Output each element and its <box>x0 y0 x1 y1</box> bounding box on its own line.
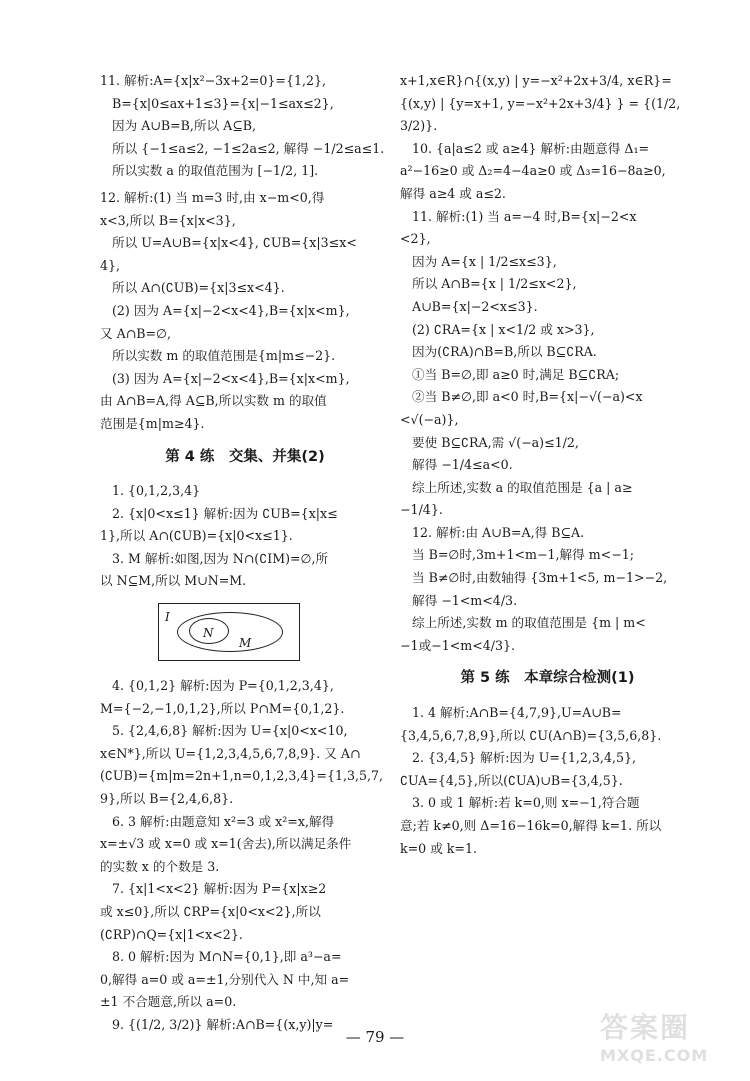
text-line: 6. 3 解析:由题意知 x²=3 或 x²=x,解得 <box>112 813 335 829</box>
text-line: x=±√3 或 x=0 或 x=1(舍去),所以满足条件 <box>100 836 352 852</box>
venn-label-n: N <box>203 626 214 641</box>
text-line: 所以 U=A∪B={x|x<4}, ∁UB={x|3≤x< <box>112 235 357 251</box>
text-line: 又 A∩B=∅, <box>100 325 172 341</box>
venn-label-i: I <box>165 610 170 625</box>
text-line: B={x|0≤ax+1≤3}={x|−1≤ax≤2}, <box>112 95 334 111</box>
text-line: 因为(∁RA)∩B=B,所以 B⊆∁RA. <box>412 344 597 360</box>
text-line: {3,4,5,6,7,8,9},所以 ∁U(A∩B)={3,5,6,8}. <box>400 727 662 743</box>
text-line: 综上所述,实数 m 的取值范围是 {m | m< <box>412 615 646 631</box>
text-line: 11. 解析:(1) 当 a=−4 时,B={x|−2<x <box>412 208 637 224</box>
text-line: ∁UA={4,5},所以(∁UA)∪B={3,4,5}. <box>400 772 623 788</box>
text-line: x+1,x∈R}∩{(x,y) | y=−x²+2x+3/4, x∈R}= <box>400 73 672 88</box>
text-line: 11. 解析:A={x|x²−3x+2=0}={1,2}, <box>100 73 327 88</box>
text-line: 由 A∩B=A,得 A⊆B,所以实数 m 的取值 <box>100 393 327 409</box>
text-line: 2. {x|0<x≤1} 解析:因为 ∁UB={x|x≤ <box>112 505 338 521</box>
section-title: 第 5 练 本章综合检测(1) <box>460 670 635 687</box>
text-line: 所以实数 m 的取值范围是{m|m≤−2}. <box>112 348 336 364</box>
text-line: 解得 −1/4≤a<0. <box>412 457 513 473</box>
text-line: 所以 {−1≤a≤2, −1≤2a≤2, 解得 −1/2≤a≤1. <box>112 140 385 156</box>
text-line: 当 B≠∅时,由数轴得 {3m+1<5, m−1>−2, <box>412 570 668 586</box>
text-line: 3. 0 或 1 解析:若 k=0,则 x=−1,符合题 <box>412 795 640 811</box>
text-line: {(x,y) | {y=x+1, y=−x²+2x+3/4} } = {(1/2, 3/2)}. <box>400 95 681 134</box>
text-line: <√(−a)}, <box>400 411 459 427</box>
page-number: — 79 — <box>345 1028 405 1046</box>
text-line: <2}, <box>400 231 431 247</box>
text-line: 12. 解析:由 A∪B=A,得 B⊆A. <box>412 524 585 540</box>
text-line: (2) 因为 A={x|−2<x<4},B={x|x<m}, <box>112 302 350 318</box>
text-line: 因为 A={x | 1/2≤x≤3}, <box>412 253 557 269</box>
text-line: M={−2,−1,0,1,2},所以 P∩M={0,1,2}. <box>100 700 345 716</box>
text-line: (∁RP)∩Q={x|1<x<2}. <box>100 926 243 942</box>
text-line: 4}, <box>100 257 121 273</box>
text-line: x<3,所以 B={x|x<3}, <box>100 212 236 228</box>
text-line: 9},所以 B={2,4,6,8}. <box>100 791 234 807</box>
venn-diagram <box>158 603 300 661</box>
watermark-logo <box>600 1006 740 1072</box>
text-line: 4. {0,1,2} 解析:因为 P={0,1,2,3,4}, <box>112 678 334 694</box>
text-line: (3) 因为 A={x|−2<x<4},B={x|x<m}, <box>112 370 350 386</box>
text-line: 7. {x|1<x<2} 解析:因为 P={x|x≥2 <box>112 881 327 897</box>
text-line: 所以 A∩B={x | 1/2≤x<2}, <box>412 276 577 292</box>
text-line: 因为 A∪B=B,所以 A⊆B, <box>112 118 256 134</box>
watermark-url: MXQE.COM <box>600 1046 709 1065</box>
text-line: 0,解得 a=0 或 a=±1,分别代入 N 中,知 a= <box>100 971 350 987</box>
text-line: 所以 A∩(∁UB)={x|3≤x<4}. <box>112 280 285 296</box>
right-column <box>400 70 695 860</box>
text-line: 意;若 k≠0,则 Δ=16−16k=0,解得 k=1. 所以 <box>400 818 662 833</box>
text-line: ±1 不合题意,所以 a=0. <box>100 994 237 1010</box>
text-line: 综上所述,实数 a 的取值范围是 {a | a≥ <box>412 479 633 495</box>
text-line: 解得 −1<m<4/3. <box>412 592 518 608</box>
text-line: 解得 a≥4 或 a≤2. <box>400 185 506 201</box>
text-line: 5. {2,4,6,8} 解析:因为 U={x|0<x<10, <box>112 723 348 739</box>
text-line: ②当 B≠∅,即 a<0 时,B={x|−√(−a)<x <box>412 389 643 405</box>
text-line: 12. 解析:(1) 当 m=3 时,由 x−m<0,得 <box>100 189 325 205</box>
text-line: x∈N*},所以 U={1,2,3,4,5,6,7,8,9}. 又 A∩ <box>100 745 361 761</box>
text-line: 所以实数 a 的取值范围为 [−1/2, 1]. <box>112 163 319 179</box>
text-line: 当 B=∅时,3m+1<m−1,解得 m<−1; <box>412 547 635 563</box>
text-line: 要使 B⊆∁RA,需 √(−a)≤1/2, <box>412 434 579 450</box>
text-line: a²−16≥0 或 Δ₂=4−4a≥0 或 Δ₃=16−8a≥0, <box>400 163 666 179</box>
text-line: 1},所以 A∩(∁UB)={x|0<x≤1}. <box>100 528 293 544</box>
text-line: 1. {0,1,2,3,4} <box>112 483 201 499</box>
text-line: −1或−1<m<4/3}. <box>400 637 516 653</box>
watermark-text: 答案圈 <box>600 1011 691 1044</box>
section-title: 第 4 练 交集、并集(2) <box>165 448 325 465</box>
text-line: 或 x≤0},所以 ∁RP={x|0<x<2},所以 <box>100 904 321 919</box>
text-line: ①当 B=∅,即 a≥0 时,满足 B⊆∁RA; <box>412 366 620 382</box>
text-line: 2. {3,4,5} 解析:因为 U={1,2,3,4,5}, <box>412 750 636 766</box>
text-line: 10. {a|a≤2 或 a≥4} 解析:由题意得 Δ₁= <box>412 140 650 156</box>
text-line: 3. M 解析:如图,因为 N∩(∁IM)=∅,所 <box>112 550 329 566</box>
text-line: (∁UB)={m|m=2n+1,n=0,1,2,3,4}={1,3,5,7, <box>100 768 384 784</box>
text-line: 9. {(1/2, 3/2)} 解析:A∩B={(x,y)|y= <box>112 1016 334 1032</box>
text-line: 1. 4 解析:A∩B={4,7,9},U=A∪B= <box>412 705 622 721</box>
text-line: 以 N⊆M,所以 M∪N=M. <box>100 573 247 589</box>
text-line: A∪B={x|−2<x≤3}. <box>412 298 538 314</box>
text-line: k=0 或 k=1. <box>400 840 477 856</box>
text-line: 的实数 x 的个数是 3. <box>100 858 220 874</box>
left-column <box>100 70 390 1037</box>
text-line: 范围是{m|m≥4}. <box>100 415 205 431</box>
venn-label-m: M <box>239 636 252 651</box>
text-line: (2) ∁RA={x | x<1/2 或 x>3}, <box>412 321 595 337</box>
text-line: −1/4}. <box>400 502 443 518</box>
text-line: 8. 0 解析:因为 M∩N={0,1},即 a³−a= <box>112 949 342 965</box>
